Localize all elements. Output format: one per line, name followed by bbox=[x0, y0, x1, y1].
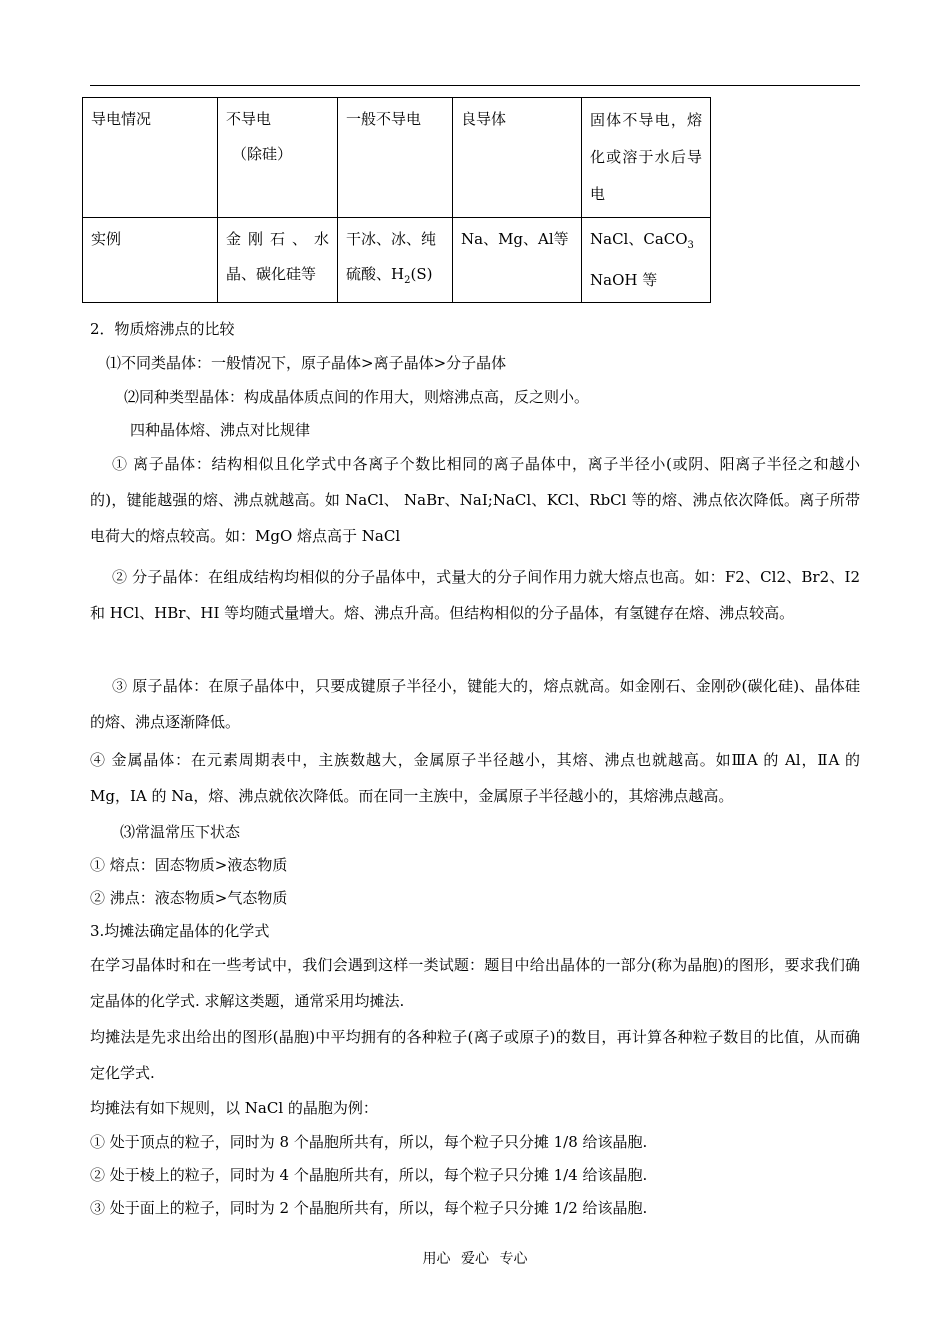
table-cell: 一般不导电 bbox=[338, 98, 453, 218]
paragraph: ⑶常温常压下状态 bbox=[120, 823, 241, 841]
paragraph-ionic: ① 离子晶体：结构相似且化学式中各离子个数比相同的离子晶体中，离子半径小(或阴、阳离子半径之和越小的)，键能越强的熔、沸点就越高。如 NaCl、 NaBr、NaI;NaCl、KCl、RbCl 等的熔、沸点依次降低。离子所带电荷大的熔点较高。如：MgO 熔点高于 NaCl bbox=[90, 455, 860, 545]
paragraph: ⑴不同类晶体：一般情况下，原子晶体>离子晶体>分子晶体 bbox=[106, 354, 507, 372]
paragraph: ① 熔点：固态物质>液态物质 bbox=[90, 856, 288, 874]
paragraph: 在学习晶体时和在一些考试中，我们会遇到这样一类试题：题目中给出晶体的一部分(称为晶胞)的图形，要求我们确定晶体的化学式. 求解这类题，通常采用均摊法. bbox=[90, 956, 860, 1010]
table-cell: NaCl、CaCO$_3$ NaOH 等 bbox=[582, 218, 711, 303]
table-cell: Na、Mg、Al等 bbox=[453, 218, 582, 303]
paragraph-atomic: ③ 原子晶体：在原子晶体中，只要成键原子半径小，键能大的，熔点就高。如金刚石、金刚砂(碳化硅)、晶体硅的熔、沸点逐渐降低。 bbox=[90, 677, 860, 731]
section-heading: 3.均摊法确定晶体的化学式 bbox=[90, 922, 270, 940]
page-footer: 用心 爱心 专心 bbox=[422, 1251, 528, 1267]
paragraph: 四种晶体熔、沸点对比规律 bbox=[130, 421, 311, 439]
table-cell: 实例 bbox=[83, 218, 218, 303]
crystal-properties-table bbox=[82, 97, 711, 303]
section-heading: 2．物质熔沸点的比较 bbox=[90, 320, 235, 338]
paragraph: ② 沸点：液态物质>气态物质 bbox=[90, 889, 288, 907]
table-cell: 干冰、冰、纯硫酸、$H_2(S)$ bbox=[338, 218, 453, 303]
paragraph: 均摊法有如下规则，以 NaCl 的晶胞为例： bbox=[90, 1099, 378, 1117]
table-cell: 固体不导电，熔化或溶于水后导电 bbox=[582, 98, 711, 218]
rule-item: ① 处于顶点的粒子，同时为 8 个晶胞所共有，所以，每个粒子只分摊 1/8 给该晶胞. bbox=[90, 1133, 648, 1151]
rule-item: ② 处于棱上的粒子，同时为 4 个晶胞所共有，所以，每个粒子只分摊 1/4 给该晶胞. bbox=[90, 1166, 648, 1184]
paragraph-metallic: ④ 金属晶体：在元素周期表中，主族数越大，金属原子半径越小，其熔、沸点也就越高。如ⅢA 的 Al，ⅡA 的 Mg，IA 的 Na，熔、沸点就依次降低。而在同一主族中，金属原子半径越小的，其熔沸点越高。 bbox=[90, 751, 860, 805]
paragraph: 均摊法是先求出给出的图形(晶胞)中平均拥有的各种粒子(离子或原子)的数目，再计算各种粒子数目的比值，从而确定化学式. bbox=[90, 1028, 860, 1082]
table-cell: 良导体 bbox=[453, 98, 582, 218]
table-cell: 导电情况 bbox=[83, 98, 218, 218]
paragraph-molecular: ② 分子晶体：在组成结构均相似的分子晶体中，式量大的分子间作用力就大熔点也高。如：F2、Cl2、Br2、I2 和 HCl、HBr、HI 等均随式量增大。熔、沸点升高。但结构相似的分子晶体，有氢键存在熔、沸点较高。 bbox=[90, 568, 860, 622]
table-row bbox=[83, 218, 711, 303]
rule-item: ③ 处于面上的粒子，同时为 2 个晶胞所共有，所以，每个粒子只分摊 1/2 给该晶胞. bbox=[90, 1199, 648, 1217]
table-cell: 不导电 （除硅） bbox=[218, 98, 338, 218]
table-row bbox=[83, 98, 711, 218]
paragraph: ⑵同种类型晶体：构成晶体质点间的作用大，则熔沸点高，反之则小。 bbox=[124, 388, 590, 406]
table-cell: 金刚石、水晶、碳化硅等 bbox=[218, 218, 338, 303]
header-rule bbox=[90, 85, 860, 86]
